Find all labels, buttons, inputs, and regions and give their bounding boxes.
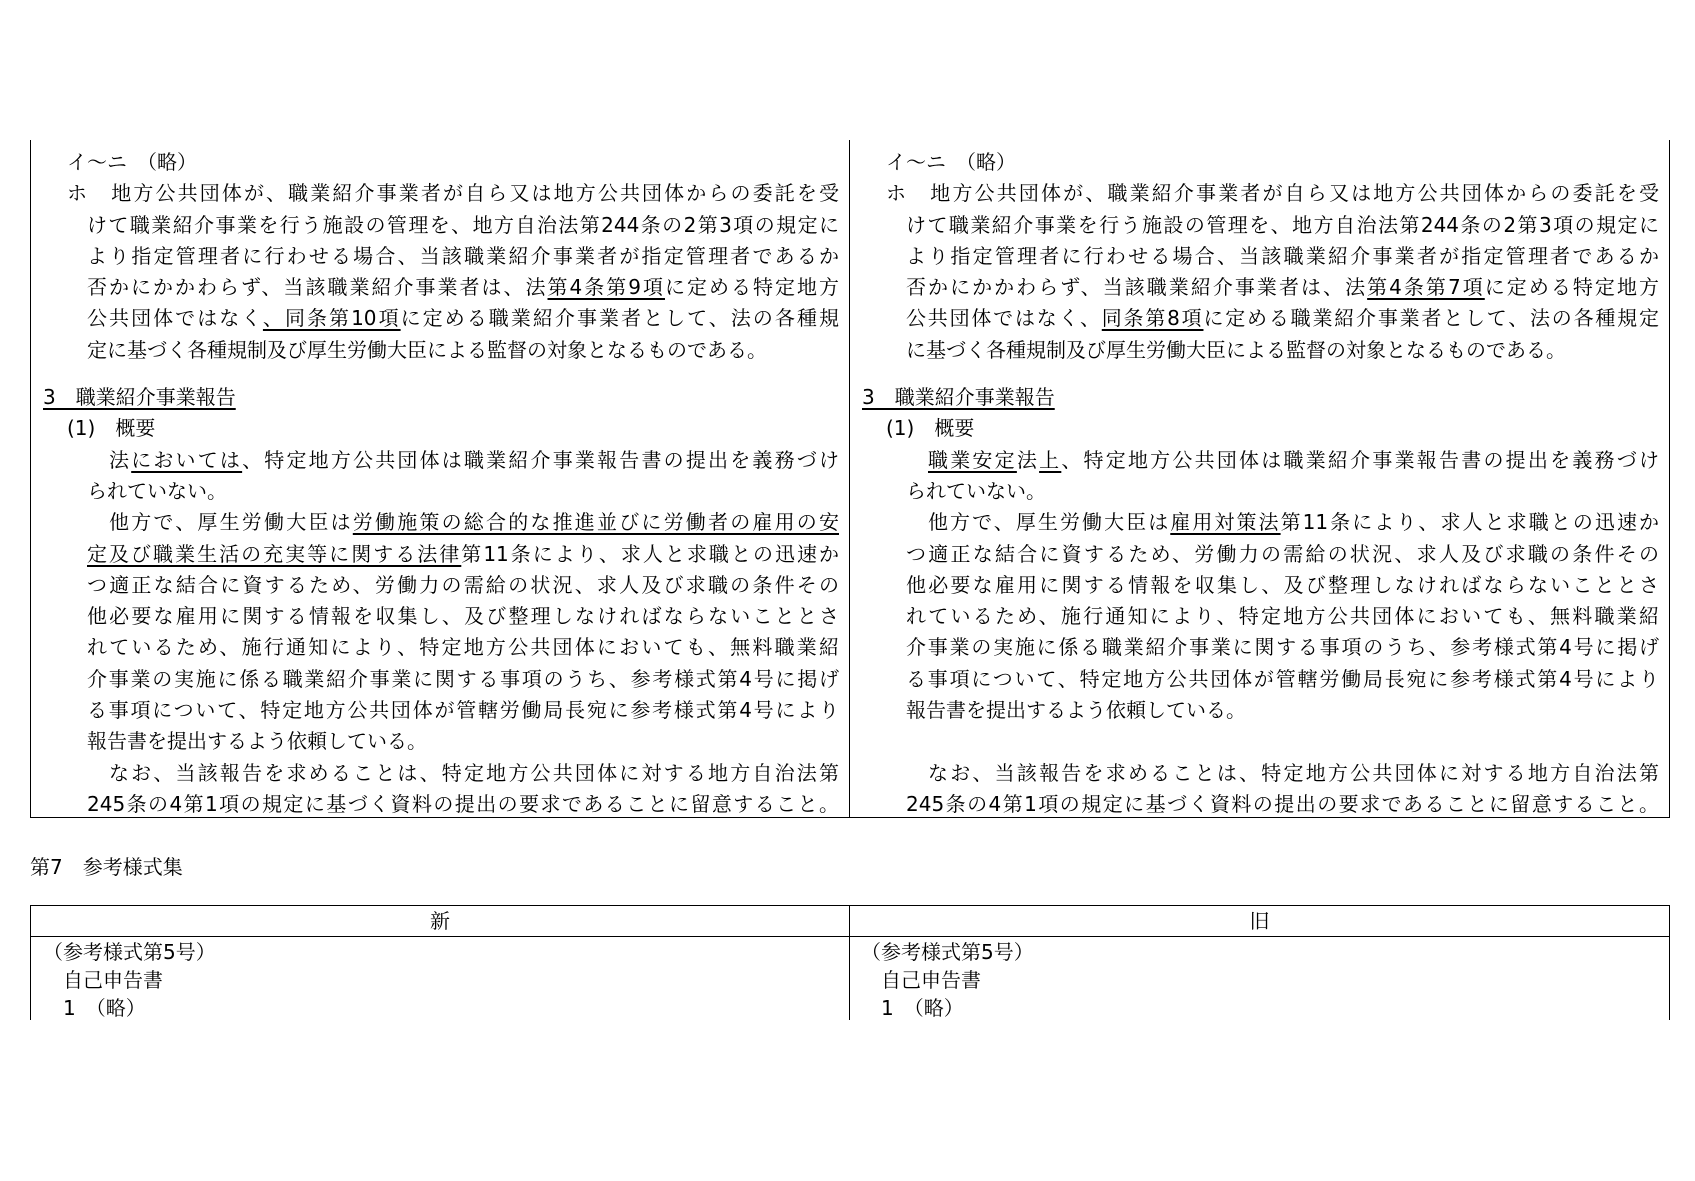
text-line [87,303,839,334]
text-line [906,303,1659,334]
text-line [87,335,839,366]
text-segment: に定める職業紹介事業者として、法の各種規 [400,306,839,331]
text-line [109,758,839,789]
header-new: 新 [31,906,850,937]
amended-text: 職業安定 [928,447,1017,472]
text-segment: 他方で、厚生労働大臣は [109,510,353,535]
text-segment: れているため、施行通知により、特定地方公共団体においても、無料職業紹 [87,635,839,660]
text-segment: つ適正な結合に資するため、労働力の需給の状況、求人及び求職の条件その [906,541,1659,566]
text-line [109,507,839,538]
text-line [87,632,839,663]
amended-text: 第4条第7項 [1367,275,1485,300]
text-segment: 定に基づく各種規制及び厚生労働大臣による監督の対象となるものである。 [87,337,767,362]
text-segment: られていない。 [87,478,227,503]
text-segment: 介事業の実施に係る職業紹介事業に関する事項のうち、参考様式第4号に掲げ [87,666,839,691]
text-line [850,726,1669,757]
text-segment: より指定管理者に行わせる場合、当該職業紹介事業者が指定管理者であるか [87,243,839,268]
text-segment: なお、当該報告を求めることは、特定地方公共団体に対する地方自治法第 [109,760,839,785]
text-line [87,726,839,757]
amended-text: 3 職業紹介事業報告 [43,385,236,410]
column-divider [849,906,850,1020]
text-segment: 245条の4第1項の規定に基づく資料の提出の要求であることに留意すること。 [87,791,839,816]
text-segment: けて職業紹介事業を行う施設の管理を、地方自治法第244条の2第3項の規定に [87,212,839,237]
text-segment: る事項について、特定地方公共団体が管轄労働局長宛に参考様式第4号により [87,698,839,723]
amended-text: 第4条第9項 [547,275,665,300]
text-line [906,210,1659,241]
text-segment: 公共団体ではなく [87,306,263,331]
text-segment: に定める職業紹介事業者として、法の各種規定 [1203,306,1659,331]
text-segment: (1) 概要 [886,416,975,441]
text-segment: 第11条により、求人と求職との迅速か [1280,510,1660,535]
form-item: 1 （略） [43,996,146,1020]
text-line [109,445,839,476]
amended-text: 上 [1039,447,1062,472]
old-text [850,147,1669,820]
new-text [31,147,849,820]
old-form-column [861,938,1034,1022]
text-line [87,241,839,272]
text-line [928,507,1659,538]
text-line [906,476,1659,507]
text-segment: 否かにかかわらず、当該職業紹介事業者は、法 [906,275,1368,300]
text-segment: に基づく各種規制及び厚生労働大臣による監督の対象となるものである。 [906,337,1566,362]
header-old: 旧 [850,906,1669,937]
text-segment: 介事業の実施に係る職業紹介事業に関する事項のうち、参考様式第4号に掲げ [906,635,1659,660]
text-segment: 公共団体ではなく、 [906,306,1102,331]
amended-text: 、同条第10項 [262,306,401,331]
text-line [906,539,1659,570]
text-segment: られていない。 [906,478,1046,503]
text-segment: 、特定地方公共団体は職業紹介事業報告書の提出を義務づけ [1061,447,1659,472]
new-form-column [43,938,216,1022]
text-segment: ホ 地方公共団体が、職業紹介事業者が自ら又は地方公共団体からの委託を受 [67,181,839,206]
text-line [862,382,1661,413]
text-line [67,178,839,209]
text-line [87,601,839,632]
text-segment: 第11条により、求人と求職との迅速か [461,541,840,566]
form-title: 自己申告書 [43,968,163,992]
text-segment: ホ 地方公共団体が、職業紹介事業者が自ら又は地方公共団体からの委託を受 [886,181,1659,206]
text-segment: けて職業紹介事業を行う施設の管理を、地方自治法第244条の2第3項の規定に [906,212,1659,237]
text-segment: 245条の4第1項の規定に基づく資料の提出の要求であることに留意すること。 [906,791,1659,816]
amended-text: 雇用対策法 [1170,510,1281,535]
text-segment: なお、当該報告を求めることは、特定地方公共団体に対する地方自治法第 [928,760,1659,785]
form-title: 自己申告書 [861,968,981,992]
text-line [87,695,839,726]
text-line [87,789,839,820]
section-7-title: 第7 参考様式集 [30,855,183,879]
text-line [87,664,839,695]
text-segment: イ～ニ （略） [886,150,1016,174]
amended-text: 同条第8項 [1101,306,1204,331]
new-column [31,140,850,817]
text-line [87,539,839,570]
text-segment: る事項について、特定地方公共団体が管轄労働局長宛に参考様式第4号により [906,666,1659,691]
text-line [87,570,839,601]
text-segment: 否かにかかわらず、当該職業紹介事業者は、法 [87,275,548,300]
text-line [906,272,1659,303]
form-number: （参考様式第5号） [43,940,216,964]
text-segment: より指定管理者に行わせる場合、当該職業紹介事業者が指定管理者であるか [906,243,1659,268]
text-line [928,445,1659,476]
text-segment: 報告書を提出するよう依頼している。 [906,698,1246,723]
text-segment: 法 [1016,447,1040,472]
text-line [906,664,1659,695]
text-line [87,272,839,303]
text-segment: 他必要な雇用に関する情報を収集し、及び整理しなければならないこととさ [906,572,1659,597]
text-line [906,601,1659,632]
text-segment: 法 [109,447,132,472]
form-number: （参考様式第5号） [861,940,1034,964]
text-segment: れているため、施行通知により、特定地方公共団体においても、無料職業紹 [906,604,1659,629]
text-segment: に定める特定地方 [1484,275,1660,300]
text-segment: 他必要な雇用に関する情報を収集し、及び整理しなければならないこととさ [87,604,839,629]
amended-text: 定及び職業生活の充実等に関する法律 [87,541,462,566]
text-line [906,632,1659,663]
text-segment: (1) 概要 [67,416,156,441]
text-line [87,210,839,241]
text-segment: イ～ニ （略） [67,150,197,174]
amended-text: 労働施策の総合的な推進並びに労働者の雇用の安 [352,510,839,535]
text-line [928,758,1659,789]
text-segment: 報告書を提出するよう依頼している。 [87,729,427,754]
text-line [67,413,839,444]
text-segment: つ適正な結合に資するため、労働力の需給の状況、求人及び求職の条件その [87,572,839,597]
text-line [886,147,1659,178]
text-line [906,570,1659,601]
text-line [67,147,839,178]
text-segment: 、特定地方公共団体は職業紹介事業報告書の提出を義務づけ [242,447,839,472]
amended-text: においては [131,447,243,472]
text-line [906,789,1659,820]
amended-text: 3 職業紹介事業報告 [862,385,1055,410]
text-line [87,476,839,507]
text-line [43,382,841,413]
text-line [886,178,1659,209]
text-line [906,335,1659,366]
text-line [906,695,1659,726]
old-column [850,140,1669,817]
text-line [906,241,1659,272]
text-segment: に定める特定地方 [664,275,840,300]
form-item: 1 （略） [861,996,964,1020]
comparison-table [30,140,1670,818]
text-segment: 他方で、厚生労働大臣は [928,510,1171,535]
forms-table [30,905,1670,1020]
text-line [886,413,1659,444]
